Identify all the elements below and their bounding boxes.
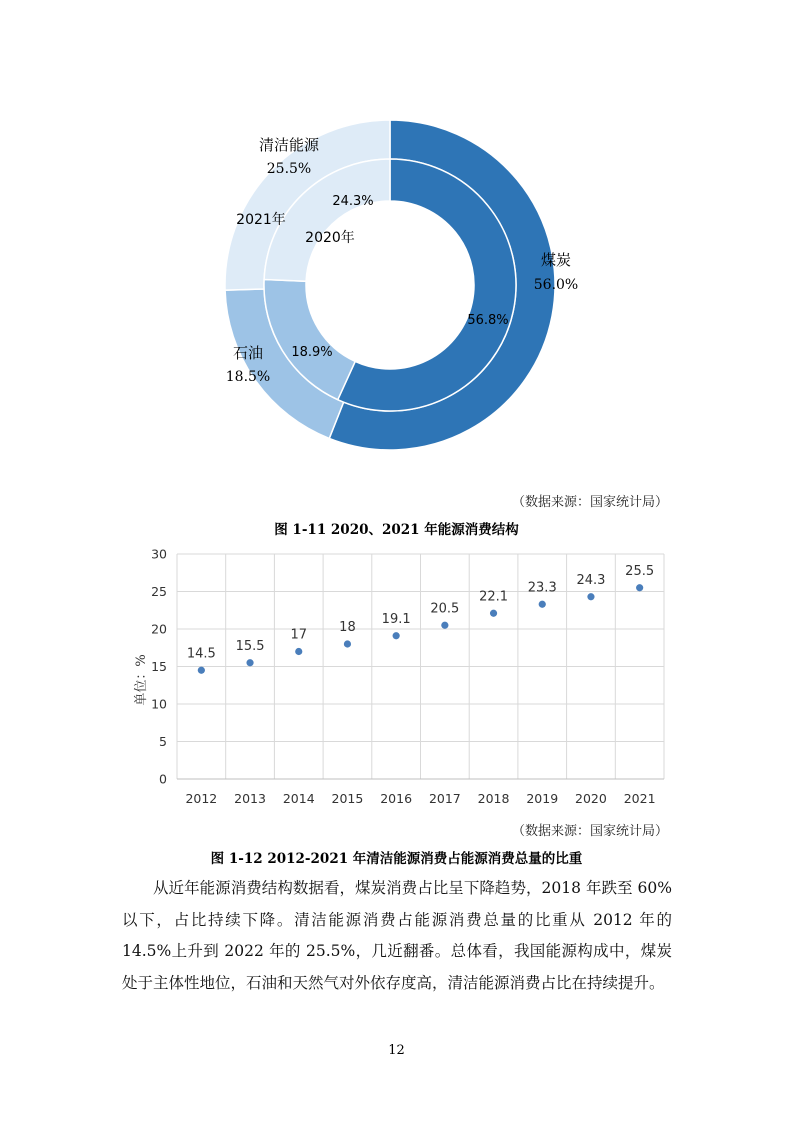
x-tick-label: 2017 <box>428 791 461 806</box>
y-tick-label: 15 <box>151 659 167 674</box>
oil-outer-value: 18.5% <box>225 369 271 385</box>
x-tick-label: 2019 <box>526 791 559 806</box>
clean-energy-outer-value: 25.5% <box>266 161 312 177</box>
y-axis-title: 单位：% <box>134 654 149 706</box>
data-value-label: 20.5 <box>430 601 460 617</box>
y-tick-label: 5 <box>159 734 167 749</box>
data-value-label: 15.5 <box>235 638 265 654</box>
energy-structure-donut-chart <box>0 0 793 470</box>
data-value-label: 14.5 <box>186 646 216 662</box>
x-tick-label: 2014 <box>282 791 315 806</box>
data-point <box>636 584 643 591</box>
data-value-label: 18 <box>339 620 356 635</box>
data-point <box>587 593 594 600</box>
x-tick-label: 2015 <box>331 791 364 806</box>
y-tick-label: 0 <box>159 771 167 787</box>
data-value-label: 23.3 <box>527 580 557 596</box>
y-tick-label: 20 <box>151 621 167 637</box>
coal-outer-value: 56.0% <box>533 277 579 293</box>
data-value-label: 25.5 <box>625 563 655 579</box>
outer-ring-year-label: 2021年 <box>236 212 286 228</box>
figure2-data-source: （数据来源：国家统计局） <box>511 824 668 839</box>
x-tick-label: 2021 <box>623 791 656 806</box>
page-number: 12 <box>388 1043 405 1058</box>
y-tick-label: 10 <box>151 696 167 712</box>
y-tick-label: 30 <box>151 546 167 562</box>
data-point <box>490 610 497 617</box>
body-paragraph-container <box>122 873 672 999</box>
data-point <box>441 622 448 629</box>
data-point <box>344 640 351 647</box>
data-point <box>539 601 546 608</box>
data-point <box>393 632 400 639</box>
x-tick-label: 2020 <box>575 791 607 806</box>
oil-inner-value: 18.9% <box>291 345 333 360</box>
data-point <box>246 659 253 666</box>
inner-ring-year-label: 2020年 <box>305 230 355 246</box>
data-value-label: 22.1 <box>479 589 509 605</box>
clean-energy-name-label: 清洁能源 <box>258 136 320 154</box>
x-tick-label: 2016 <box>380 791 413 806</box>
clean-energy-inner-value: 24.3% <box>332 194 374 209</box>
data-value-label: 17 <box>290 627 308 643</box>
figure1-data-source: （数据来源：国家统计局） <box>511 495 668 510</box>
data-value-label: 19.1 <box>381 611 411 627</box>
x-tick-label: 2012 <box>185 791 218 806</box>
y-tick-label: 25 <box>151 584 167 599</box>
body-paragraph: 从近年能源消费结构数据看，煤炭消费占比呈下降趋势，2018 年跌至 60%以下，占比持续下降。清洁能源消费占能源消费总量的比重从 2012 年的 14.5%上升到 2022 年的 25.5%，几近翻番。总体看，我国能源构成中，煤炭处于主体性地位，石油和天然气对外依存度高，清洁能源消费占比在持续提升。 <box>122 879 672 992</box>
figure1-caption: 图 1-11 2020、2021 年能源消费结构 <box>274 522 519 538</box>
coal-name-label: 煤炭 <box>540 251 572 269</box>
data-value-label: 24.3 <box>576 572 606 588</box>
data-point <box>198 667 205 674</box>
figure2-caption: 图 1-12 2012-2021 年清洁能源消费占能源消费总量的比重 <box>210 851 583 867</box>
x-tick-label: 2013 <box>234 791 266 806</box>
coal-inner-value: 56.8% <box>467 313 509 328</box>
data-point <box>295 648 302 655</box>
oil-name-label: 石油 <box>232 344 264 362</box>
x-tick-label: 2018 <box>477 791 510 806</box>
